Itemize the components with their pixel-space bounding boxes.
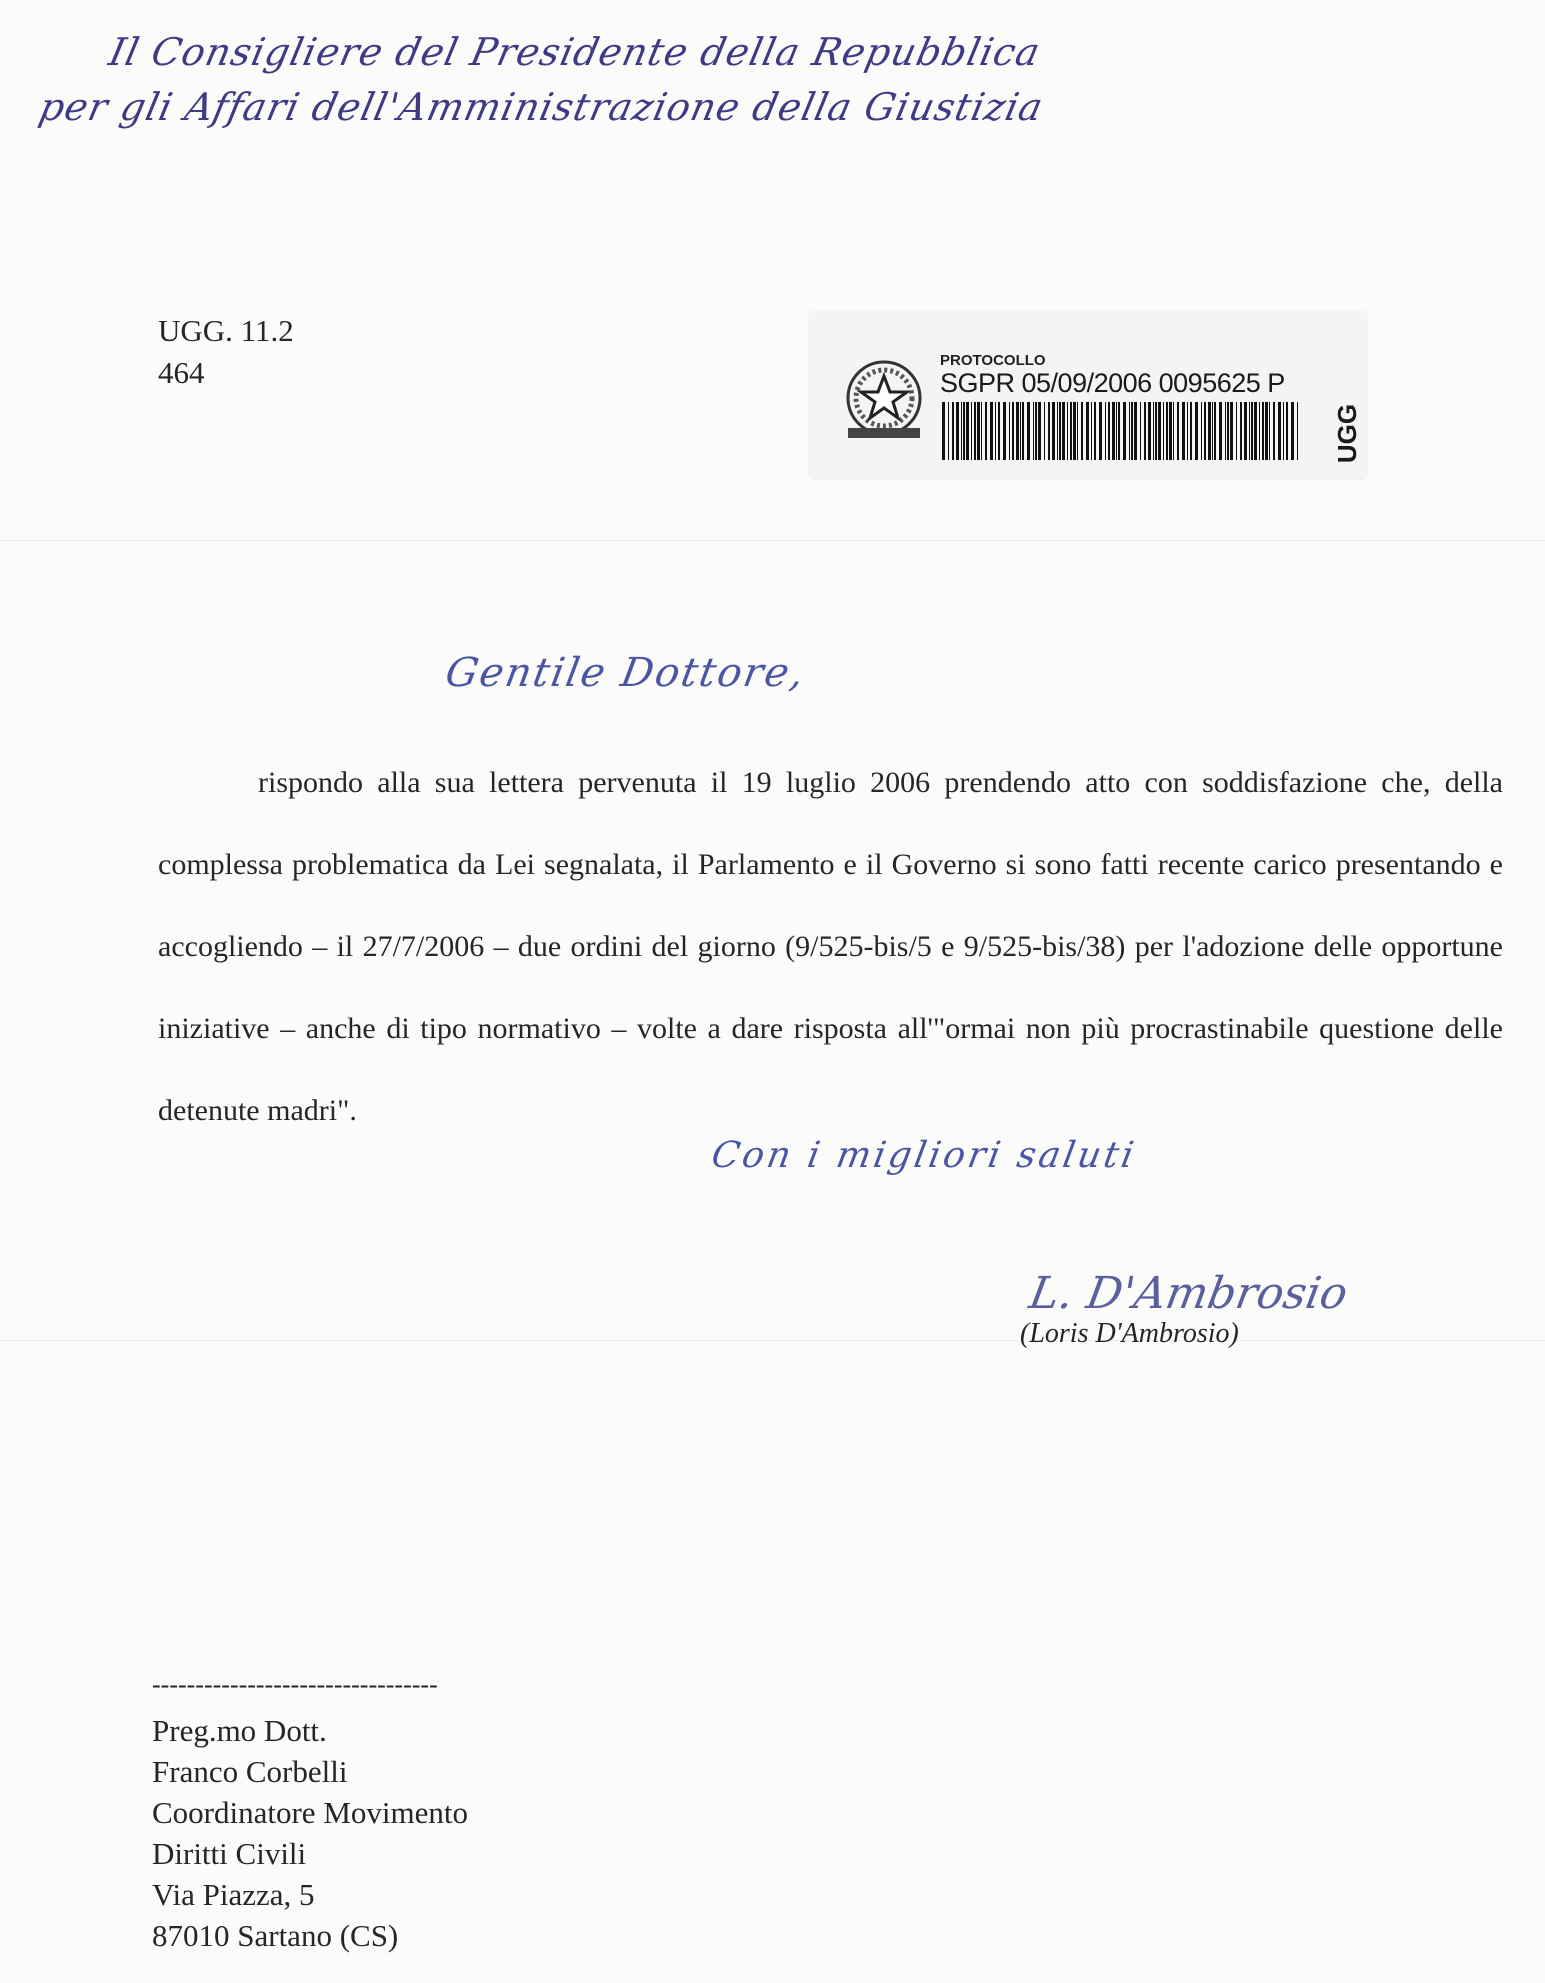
barcode-bar <box>1116 402 1117 460</box>
address-line: Via Piazza, 5 <box>152 1877 315 1912</box>
barcode-bar <box>977 402 980 460</box>
barcode-bar <box>948 402 949 460</box>
barcode-bar <box>1169 402 1172 460</box>
barcode-bar <box>1225 402 1226 460</box>
barcode-bar <box>956 402 959 460</box>
barcode-bar <box>1094 402 1096 460</box>
barcode-bar <box>1283 402 1284 460</box>
barcode-bar <box>1108 402 1110 460</box>
barcode-bar <box>1182 402 1185 460</box>
recipient-address <box>152 1710 468 1956</box>
address-line: Franco Corbelli <box>152 1754 348 1789</box>
barcode-bar <box>1099 402 1102 460</box>
barcode-bar <box>1240 402 1242 460</box>
barcode-bar <box>1086 402 1089 460</box>
barcode-bar <box>1153 402 1154 460</box>
barcode-bar <box>1112 402 1115 460</box>
signatory-name: (Loris D'Ambrosio) <box>1020 1318 1239 1349</box>
address-line: Preg.mo Dott. <box>152 1713 327 1748</box>
barcode-bar <box>1123 402 1126 460</box>
barcode-bar <box>1020 402 1021 460</box>
barcode-bar <box>1091 402 1092 460</box>
barcode-bar <box>1273 402 1275 460</box>
barcode-bar <box>1278 402 1281 460</box>
barcode-bar <box>1291 402 1294 460</box>
barcode-bar <box>1251 402 1253 460</box>
barcode-bar <box>942 402 945 460</box>
body-paragraph: rispondo alla sua lettera pervenuta il 19 luglio 2006 prendendo atto con soddisfazione che, della complessa problematica da Lei segnalata, il Parlamento e il Governo si sono fatti recente carico presentando e accogliendo – il 27/7/2006 – due ordini del giorno (9/525-bis/5 e 9/525-bis/38) per l'adozione delle opportune iniziative – anche di tipo normativo – volte a dare risposta all'"ormai non più procrastinabile questione delle detenute madri". <box>158 766 1503 1127</box>
barcode-bar <box>961 402 962 460</box>
barcode-bar <box>1035 402 1037 460</box>
protocol-code: SGPR 05/09/2006 0095625 P <box>940 368 1285 398</box>
barcode-bar <box>1059 402 1061 460</box>
barcode-bar <box>963 402 965 460</box>
barcode-bar <box>1073 402 1076 460</box>
barcode-bar <box>1201 402 1202 460</box>
address-line: Coordinatore Movimento <box>152 1795 468 1830</box>
handwritten-closing: Con i migliori saluti <box>708 1135 1140 1176</box>
barcode-bar <box>966 402 969 460</box>
barcode-bar <box>1249 402 1250 460</box>
barcode-bar <box>1155 402 1157 460</box>
barcode-bar <box>1033 402 1034 460</box>
barcode-bar <box>1254 402 1257 460</box>
barcode-bar <box>1022 402 1024 460</box>
barcode-bar <box>1009 402 1010 460</box>
barcode-bar <box>1070 402 1072 460</box>
barcode-bar <box>971 402 972 460</box>
barcode-bar <box>974 402 976 460</box>
barcode-bar <box>1214 402 1216 460</box>
barcode-bar <box>1177 402 1179 460</box>
handwritten-greeting: Gentile Dottore, <box>441 650 810 696</box>
barcode-bar <box>1044 402 1045 460</box>
barcode-bar <box>1230 402 1233 460</box>
barcode-bar <box>1212 402 1213 460</box>
barcode-bar <box>1067 402 1068 460</box>
barcode-bar <box>1027 402 1030 460</box>
barcode-bar <box>981 402 982 460</box>
protocol-side-label: UGG <box>1332 403 1363 464</box>
protocol-label: PROTOCOLLO <box>940 352 1046 369</box>
barcode-bar <box>1265 402 1268 460</box>
barcode-bar <box>1166 402 1168 460</box>
address-line: Diritti Civili <box>152 1836 307 1871</box>
barcode-bar <box>1144 402 1146 460</box>
separator-line: --------------------------------- <box>152 1670 438 1699</box>
barcode-bar <box>1140 402 1141 460</box>
letterhead-line-2: per gli Affari dell'Amministrazione della Giustizia <box>35 85 1048 129</box>
barcode-bar <box>1003 402 1006 460</box>
barcode-bar <box>1016 402 1019 460</box>
barcode-bar <box>1012 402 1014 460</box>
barcode-bar <box>1219 402 1222 460</box>
barcode-bar <box>1269 402 1270 460</box>
protocol-stamp <box>808 310 1368 480</box>
barcode-bar <box>1187 402 1188 460</box>
barcode-bar <box>1259 402 1260 460</box>
barcode-bar <box>1190 402 1192 460</box>
paper-fold-line <box>0 540 1545 541</box>
barcode-bar <box>1244 402 1247 460</box>
barcode-bar <box>1062 402 1065 460</box>
barcode-bar <box>1048 402 1050 460</box>
barcode-bar <box>1077 402 1078 460</box>
barcode-bar <box>1038 402 1041 460</box>
barcode-bar <box>1262 402 1264 460</box>
barcode-bar <box>998 402 1000 460</box>
letter-body <box>158 742 1503 1152</box>
barcode-bar <box>1195 402 1198 460</box>
barcode-bar <box>1105 402 1106 460</box>
barcode-bar <box>1134 402 1137 460</box>
address-line: 87010 Sartano (CS) <box>152 1918 399 1953</box>
barcode-bar <box>1227 402 1229 460</box>
barcode-bar <box>1118 402 1120 460</box>
barcode-bar <box>1131 402 1133 460</box>
barcode-bar <box>952 402 954 460</box>
barcode-bar <box>995 402 996 460</box>
handwritten-signature: L. D'Ambrosio <box>1025 1268 1352 1319</box>
barcode <box>942 402 1302 460</box>
barcode-bar <box>1173 402 1174 460</box>
barcode-bar <box>1148 402 1151 460</box>
barcode-bar <box>1158 402 1161 460</box>
barcode-bar <box>1297 402 1298 460</box>
reference-code: UGG. 11.2 <box>158 313 294 348</box>
barcode-bar <box>985 402 987 460</box>
barcode-bar <box>1163 402 1164 460</box>
barcode-bar <box>1208 402 1211 460</box>
barcode-bar <box>1204 402 1206 460</box>
letterhead-line-1: Il Consigliere del Presidente della Repubblica <box>105 30 1045 74</box>
barcode-bar <box>1081 402 1083 460</box>
barcode-bar <box>1052 402 1055 460</box>
reference-number: 464 <box>158 355 205 390</box>
barcode-bar <box>1286 402 1288 460</box>
barcode-bar <box>1236 402 1237 460</box>
paper-fold-line <box>0 1340 1545 1341</box>
barcode-bar <box>1129 402 1130 460</box>
barcode-bar <box>1057 402 1058 460</box>
italian-republic-emblem-icon <box>834 350 934 450</box>
barcode-bar <box>990 402 993 460</box>
